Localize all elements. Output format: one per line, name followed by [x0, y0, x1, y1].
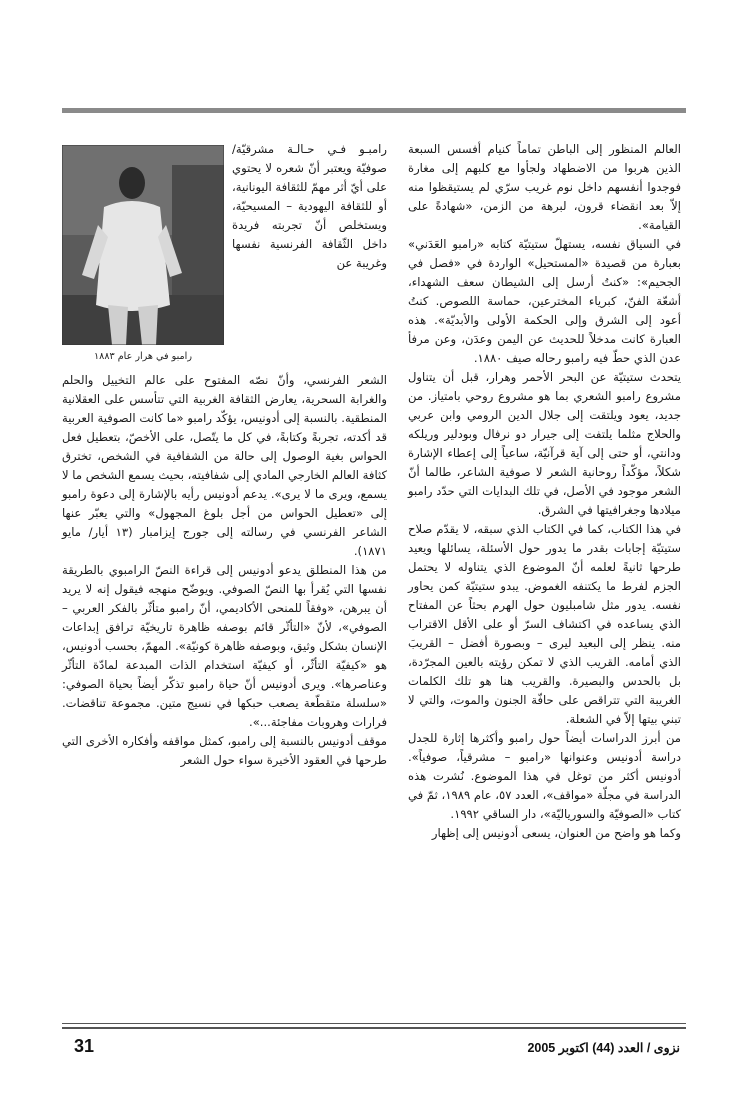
- right-paragraph-4: في هذا الكتاب، كما في الكتاب الذي سبقه، لا يقدّم صلاح ستيتيّة إجابات بقدر ما يدور حول الأسئلة، يسائلها ويعيد طرحها ثانيةً لعلمه أنّ الموضوع الذي يتناوله لا يحتمل الجزم لفرط ما يكتنفه الغموض. يبدو ستيتيّة كمن يحاور نفسه. يدور مثل شامبليون حول الهرم بحثاً عن المفتاح الذي يساعده في اكتشاف السرّ أو على الأقل الاقتراب منه. ينظر إلى البعيد ليرى – وبصورة أفضل – القريبَ الذي أمامه. القريب الذي لا تمكن رؤيته بالعين المجرّدة، بل بالحدس والبصيرة. والقريب هنا هو تلك الكلمات الغريبة التي تتراقص على حافّة الجنون والموت، والتي لا تبني بيتها إلاّ في الشعلة.: [408, 522, 681, 726]
- bottom-rule-thick: [62, 1027, 686, 1029]
- left-column-body: [62, 371, 387, 770]
- top-rule: [62, 108, 686, 113]
- right-paragraph-1: العالم المنظور إلى الباطن تماماً كنيام أفسس السبعة الذين هربوا من الاضطهاد ولجأوا مع كلبهم إلى مغارة فوجدوا أنفسهم داخل نوم غريب سرّي لم يستيقظوا منه إلاّ بعد انقضاء قرون، لبرهة من الزمن، «شهادةً على القيامة».: [408, 142, 681, 232]
- left-lead-paragraph: رامبـو فـي حـالـة مشرقيّة/ صوفيّة ويعتبر أنّ شعره لا يحتوي على أيّ أثر مهمّ للثقافة اليونانية، أو للثقافة اليهودية – المسيحيّة، ويستخلص أنّ تجربته فريدة داخل الثّقافة الفرنسية نفسها وغريبة عن: [232, 142, 387, 270]
- page-number: 31: [74, 1036, 95, 1056]
- right-paragraph-5: من أبرز الدراسات أيضاً حول رامبو وأكثرها إثارة للجدل دراسة أدونيس وعنوانها «رامبو – مشرقياً، صوفياً». أدونيس أكثر من توغل في هذا الموضوع. نُشرت هذه الدراسة في مجلّة «مواقف»، العدد ٥٧، عام ١٩٨٩، ثمّ في كتاب «الصوفيّة والسورياليّة»، دار الساقي ١٩٩٢.: [408, 731, 681, 821]
- left-paragraph-3: موقف أدونيس بالنسبة إلى رامبو، كمثل مواقفه وأفكاره الأخرى التي طرحها في العقود الأخيرة سواء حول الشعر: [62, 734, 387, 767]
- rimbaud-photo: [62, 145, 224, 345]
- right-paragraph-2: في السياق نفسه، يستهلّ ستيتيّة كتابه «رامبو العَدَني» بعبارة من قصيدة «المستحيل» الواردة في «فصل في الجحيم»: «كنتُ أرسل إلى الشيطان سعف الشهداء، أشعّة الفنّ، كبرياء المخترعين، حماسة اللصوص. كنتُ أعود إلى الشرق وإلى الحكمة الأولى والأبديّة». هذه العبارة كانت مدخلاً للحديث عن اليمن وعدَن، وعن مرفأ عدن الذي حطّ فيه رامبو رحاله صيف ١٨٨٠.: [408, 237, 681, 365]
- portrait-illustration-icon: [62, 145, 224, 345]
- photo-block: [62, 140, 387, 382]
- bottom-rule-thin: [62, 1023, 686, 1024]
- left-paragraph-2: من هذا المنطلق يدعو أدونيس إلى قراءة النصّ الرامبوي بالطريقة نفسها التي يُقرأ بها النصّ الصوفي. ويوضّح منهجه فيقول إنه لا يريد أن يبرهن، «وفقاً للمنحى الأكاديمي، أنّ رامبو متأثّر بالفكر العربي – الصوفي»، لأنّ «التأثّر قائم بوصفه ظاهرة تاريخيّة ترافق إبداعات الإنسان بشكل وثيق، وبوصفه ظاهرة كونيّة». المهمّ، بحسب أدونيس، هو «كيفيّة التأثّر، أو كيفيّة استخدام الذات المبدعة لمادّة التأثّر وعناصرها». ويرى أدونيس أنّ حياة رامبو تذكّر أيضاً بحياة الصوفي: «سلسلة متقطّعة يصعب حبكها في نسيج متين. مجموعة تناقضات. فرارات وهروبات مفاجئة...».: [62, 563, 387, 729]
- photo-caption: رامبو في هرار عام ١٨٨٣: [94, 351, 192, 362]
- left-paragraph-1: الشعر الفرنسي، وأنّ نصّه المفتوح على عالم التخييل والحلم والغرابة السحرية، يعارض الثقافة الغربية التي تتأسس على العقلانية المنطقية. بالنسبة إلى أدونيس، يؤكّد رامبو «ما كانت الصوفية العربية قد أكدته، تجربةً وكتابةً، في كل ما يتّصل، على الأخصّ، بتعطيل فعل الحواس بغية الوصول إلى حالة من الشفافية في الشخص، تخترق كثافة العالم الخارجي المادي إلى شفافيته، بحيث يسمع الشخص ما لا يسمع، ويرى ما لا يرى». يدعم أدونيس رأيه بالإشارة إلى دعوة رامبو إلى «تعطيل الحواس من أجل بلوغ المجهول» والتي يعبّر عنها الشاعر الفرنسي في رسالته إلى جورج إيزامبار (١٣ أيار/ مايو ١٨٧١).: [62, 373, 387, 558]
- right-column: [408, 140, 681, 843]
- running-footer: نزوى / العدد (44) اكتوبر 2005: [527, 1041, 680, 1055]
- right-paragraph-6: وكما هو واضح من العنوان، يسعى أدونيس إلى إظهار: [431, 826, 681, 840]
- right-paragraph-3: يتحدث ستيتيّة عن البحر الأحمر وهرار، قبل أن يتناول مشروع رامبو الشعري بما هو مشروع روحي بامتياز. من جديد، يعود ويلتقت إلى جلال الدين الرومي وابن عربي والحلاج مثلما يلتفت إلى جيرار دو نرفال وبودلير وريلكه ودانتي، أو حتى إلى آية قرآنيّة، ساعياً إلى إعطاء الإشارة شكلاً، مؤكّداً روحانية الشعر لا صوفية الشاعر، طالما أنّ الشعر موجود في الأصل، في تلك البدايات التي حدّد رامبو ميلادها وجغرافيتها في الشرق.: [408, 370, 681, 517]
